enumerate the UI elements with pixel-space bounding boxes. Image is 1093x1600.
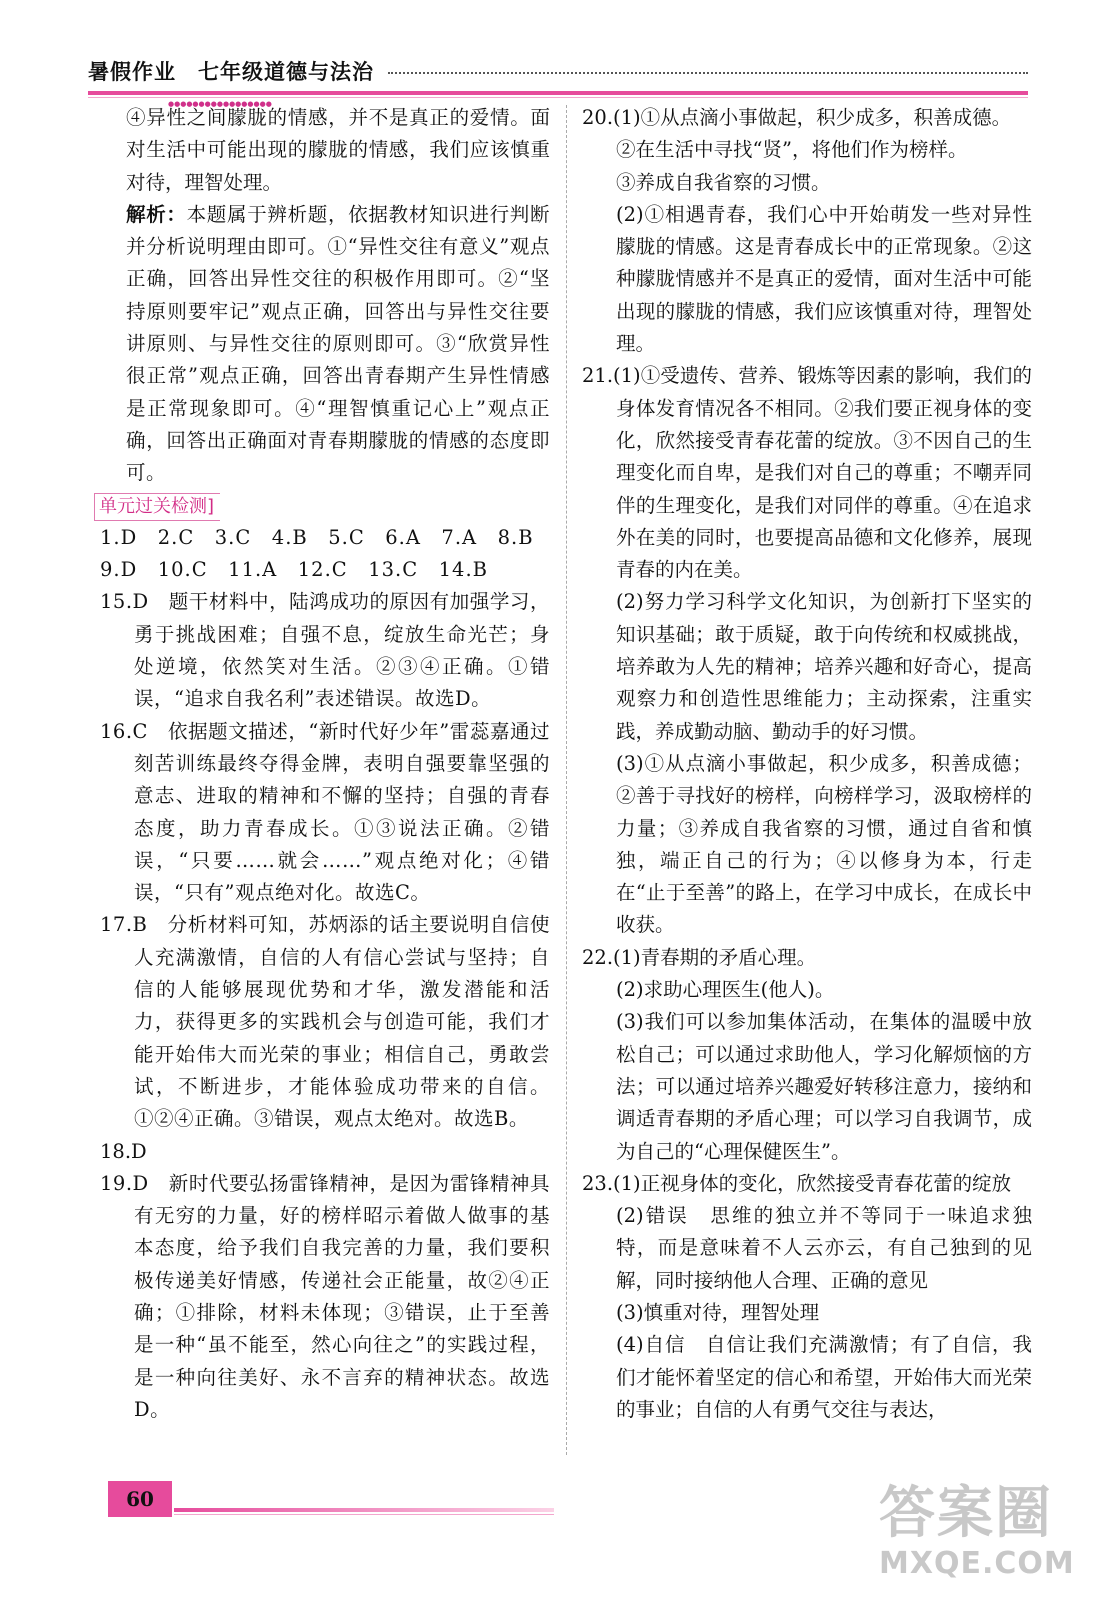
page-number: 60	[108, 1481, 172, 1517]
left-paragraph	[100, 554, 550, 586]
paragraph-text: 16.C 依据题文描述，“新时代好少年”雷蕊嘉通过刻苦训练最终夺得金牌，表明自强要靠坚强的意志、进取的精神和不懈的坚持；自强的青春态度，助力青春成长。①③说法正确。②错误，“只要……就会……”观点绝对化；④错误，“只有”观点绝对化。故选C。	[100, 719, 550, 905]
left-paragraph	[100, 909, 550, 1135]
paragraph-text: 23.(1)正视身体的变化，欣然接受青春花蕾的绽放	[582, 1171, 1012, 1195]
header-title: 暑假作业 七年级道德与法治	[88, 56, 380, 86]
right-paragraph	[582, 1006, 1032, 1167]
paragraph-text: (2)求助心理医生(他人)。	[616, 978, 835, 1002]
right-paragraph	[582, 1329, 1032, 1426]
right-paragraph	[582, 748, 1032, 942]
watermark	[879, 1481, 1079, 1594]
right-paragraph	[582, 167, 1032, 199]
paragraph-text: (3)慎重对待，理智处理	[616, 1300, 820, 1324]
right-paragraph	[582, 360, 1032, 586]
left-paragraph	[100, 199, 550, 490]
left-paragraph	[100, 102, 550, 199]
header-dotted-rule	[388, 72, 1028, 74]
paragraph-text: 本题属于辨析题，依据教材知识进行判断并分析说明理由即可。①“异性交往有意义”观点正确，回答出异性交往的积极作用即可。②“坚持原则要牢记”观点正确，回答出与异性交往要讲原则、与异性交往的原则即可。③“欣赏异性很正常”观点正确，回答出青春期产生异性情感是正常现象即可。④“理智慎重记心上”观点正确，回答出正确面对青春期朦胧的情感的态度即可。	[126, 202, 550, 485]
paragraph-text: 17.B 分析材料可知，苏炳添的话主要说明自信使人充满激情，自信的人有信心尝试与坚持；自信的人能够展现优势和才华，激发潜能和活力，获得更多的实践机会与创造可能，我们才能开始伟大而光荣的事业；相信自己，勇敢尝试，不断进步，才能体验成功带来的自信。①②④正确。③错误，观点太绝对。故选B。	[100, 913, 550, 1131]
paragraph-text: 20.(1)①从点滴小事做起，积少成多，积善成德。	[582, 106, 1012, 129]
left-paragraph	[100, 1168, 550, 1426]
right-paragraph	[582, 199, 1032, 360]
header-bar	[88, 91, 1028, 95]
left-paragraph	[100, 522, 550, 554]
paragraph-text: ④异性之间朦胧的情感，并不是真正的爱情。面对生活中可能出现的朦胧的情感，我们应该慎重对待，理智处理。	[126, 106, 550, 194]
paragraph-text: (2)努力学习科学文化知识，为创新打下坚实的知识基础；敢于质疑，敢于向传统和权威挑战，培养敢为人先的精神；培养兴趣和好奇心，提高观察力和创造性思维能力；主动探索，注重实践，养成勤动脑、勤动手的好习惯。	[616, 590, 1032, 743]
paragraph-text: (3)我们可以参加集体活动，在集体的温暖中放松自己；可以通过求助他人，学习化解烦恼的方法；可以通过培养兴趣爱好转移注意力，接纳和调适青春期的矛盾心理；可以学习自我调节，成为自己的“心理保健医生”。	[616, 1010, 1032, 1163]
paragraph-text: 1.D 2.C 3.C 4.B 5.C 6.A 7.A 8.B	[100, 525, 534, 549]
right-paragraph	[582, 586, 1032, 747]
paragraph-text: (2)①相遇青春，我们心中开始萌发一些对异性朦胧的情感。这是青春成长中的正常现象。②这种朦胧情感并不是真正的爱情，面对生活中可能出现的朦胧的情感，我们应该慎重对待，理智处理。	[616, 202, 1032, 356]
footer-bar	[174, 1508, 554, 1512]
right-paragraph	[582, 974, 1032, 1006]
left-paragraph	[100, 586, 550, 715]
left-column	[100, 102, 550, 1426]
right-paragraph	[582, 1200, 1032, 1297]
section-heading: 单元过关检测 ]	[94, 493, 220, 521]
right-paragraph	[582, 942, 1032, 974]
paragraph-text: ③养成自我省察的习惯。	[616, 170, 831, 194]
left-paragraph	[100, 716, 550, 910]
analysis-label: 解析：	[126, 202, 187, 226]
right-paragraph	[582, 134, 1032, 166]
right-paragraph	[582, 1297, 1032, 1329]
watermark-url: MXQE.COM	[879, 1546, 1075, 1581]
paragraph-text: ②在生活中寻找“贤”，将他们作为榜样。	[616, 138, 968, 162]
paragraph-text: 15.D 题干材料中，陆鸿成功的原因有加强学习，勇于挑战困难；自强不息，绽放生命光芒；身处逆境，依然笑对生活。②③④正确。①错误，“追求自我名利”表述错误。故选D。	[100, 590, 550, 711]
paragraph-text: 21.(1)①受遗传、营养、锻炼等因素的影响，我们的身体发育情况各不相同。②我们要正视身体的变化，欣然接受青春花蕾的绽放。③不因自己的生理变化而自卑，是我们对自己的尊重；不嘲弄同伴的生理变化，是我们对同伴的尊重。④在追求外在美的同时，也要提高品德和文化修养，展现青春的内在美。	[582, 364, 1032, 582]
left-paragraph	[100, 490, 550, 522]
paragraph-text: (4)自信 自信让我们充满激情；有了自信，我们才能怀着坚定的信心和希望，开始伟大而光荣的事业；自信的人有勇气交往与表达，	[616, 1333, 1032, 1421]
column-divider	[566, 105, 567, 1455]
watermark-logo: 答案圈	[879, 1481, 1053, 1546]
page-header	[88, 50, 1028, 90]
paragraph-text: (3)①从点滴小事做起，积少成多，积善成德；②善于寻找好的榜样，向榜样学习，汲取榜样的力量；③养成自我省察的习惯，通过自省和慎独，端正自己的行为；④以修身为本，行走在“止于至善”的路上，在学习中成长，在成长中收获。	[616, 751, 1032, 937]
paragraph-text: 19.D 新时代要弘扬雷锋精神，是因为雷锋精神具有无穷的力量，好的榜样昭示着做人做事的基本态度，给予我们自我完善的力量，我们要积极传递美好情感，传递社会正能量，故②④正确；①排除，材料未体现；③错误，止于至善是一种“虽不能至，然心向往之”的实践过程，是一种向往美好、永不言弃的精神状态。故选D。	[100, 1171, 550, 1421]
paragraph-text: 18.D	[100, 1139, 147, 1163]
header-ornament: ●●●●●●●●●●●●●●●●●	[168, 100, 272, 108]
left-paragraph	[100, 1136, 550, 1168]
paragraph-text: 9.D 10.C 11.A 12.C 13.C 14.B	[100, 558, 488, 582]
right-paragraph	[582, 102, 1032, 134]
paragraph-text: 22.(1)青春期的矛盾心理。	[582, 945, 817, 969]
paragraph-text: (2)错误 思维的独立并不等同于一味追求独特，而是意味着不人云亦云，有自己独到的见解，同时接纳他人合理、正确的意见	[616, 1204, 1032, 1292]
right-column	[582, 102, 1032, 1426]
right-paragraph	[582, 1168, 1032, 1200]
header-bar-thin	[88, 97, 1028, 98]
footer-bar-thin	[174, 1514, 554, 1515]
